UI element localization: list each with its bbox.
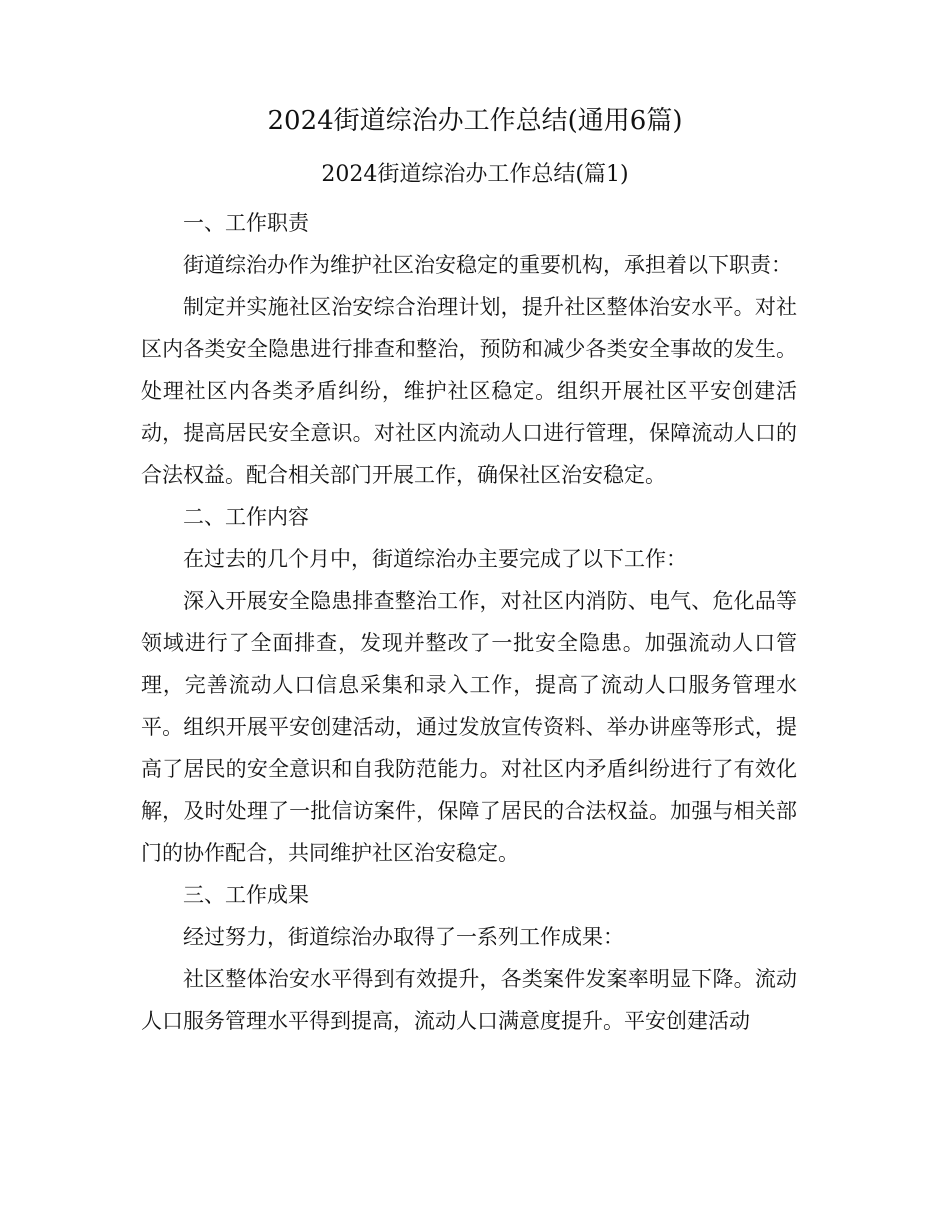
paragraph-duties-intro: 街道综治办作为维护社区治安稳定的重要机构，承担着以下职责： — [183, 253, 792, 277]
paragraph-results-details: 社区整体治安水平得到有效提升，各类案件发案率明显下降。流动人口服务管理水平得到提高，流动人口满意度提升。平安创建活动 — [141, 967, 797, 1033]
paragraph-duties-list: 制定并实施社区治安综合治理计划，提升社区整体治安水平。对社区内各类安全隐患进行排查和整治，预防和减少各类安全事故的发生。处理社区内各类矛盾纠纷，维护社区稳定。组织开展社区平安创建活动，提高居民安全意识。对社区内流动人口进行管理，保障流动人口的合法权益。配合相关部门开展工作，确保社区治安稳定。 — [141, 295, 797, 487]
heading-work-content: 二、工作内容 — [183, 505, 309, 529]
paragraph-results-intro: 经过努力，街道综治办取得了一系列工作成果： — [183, 925, 624, 949]
paragraph-content-intro: 在过去的几个月中，街道综治办主要完成了以下工作： — [183, 547, 687, 571]
document-title: 2024街道综治办工作总结(通用6篇) — [267, 106, 683, 136]
document-body — [141, 202, 797, 1042]
heading-work-results: 三、工作成果 — [183, 883, 309, 907]
section-title: 2024街道综治办工作总结(篇1) — [321, 162, 629, 187]
paragraph-content-details: 深入开展安全隐患排查整治工作，对社区内消防、电气、危化品等领域进行了全面排查，发现并整改了一批安全隐患。加强流动人口管理，完善流动人口信息采集和录入工作，提高了流动人口服务管理水平。组织开展平安创建活动，通过发放宣传资料、举办讲座等形式，提高了居民的安全意识和自我防范能力。对社区内矛盾纠纷进行了有效化解，及时处理了一批信访案件，保障了居民的合法权益。加强与相关部门的协作配合，共同维护社区治安稳定。 — [141, 589, 797, 865]
heading-work-duties: 一、工作职责 — [183, 211, 309, 235]
